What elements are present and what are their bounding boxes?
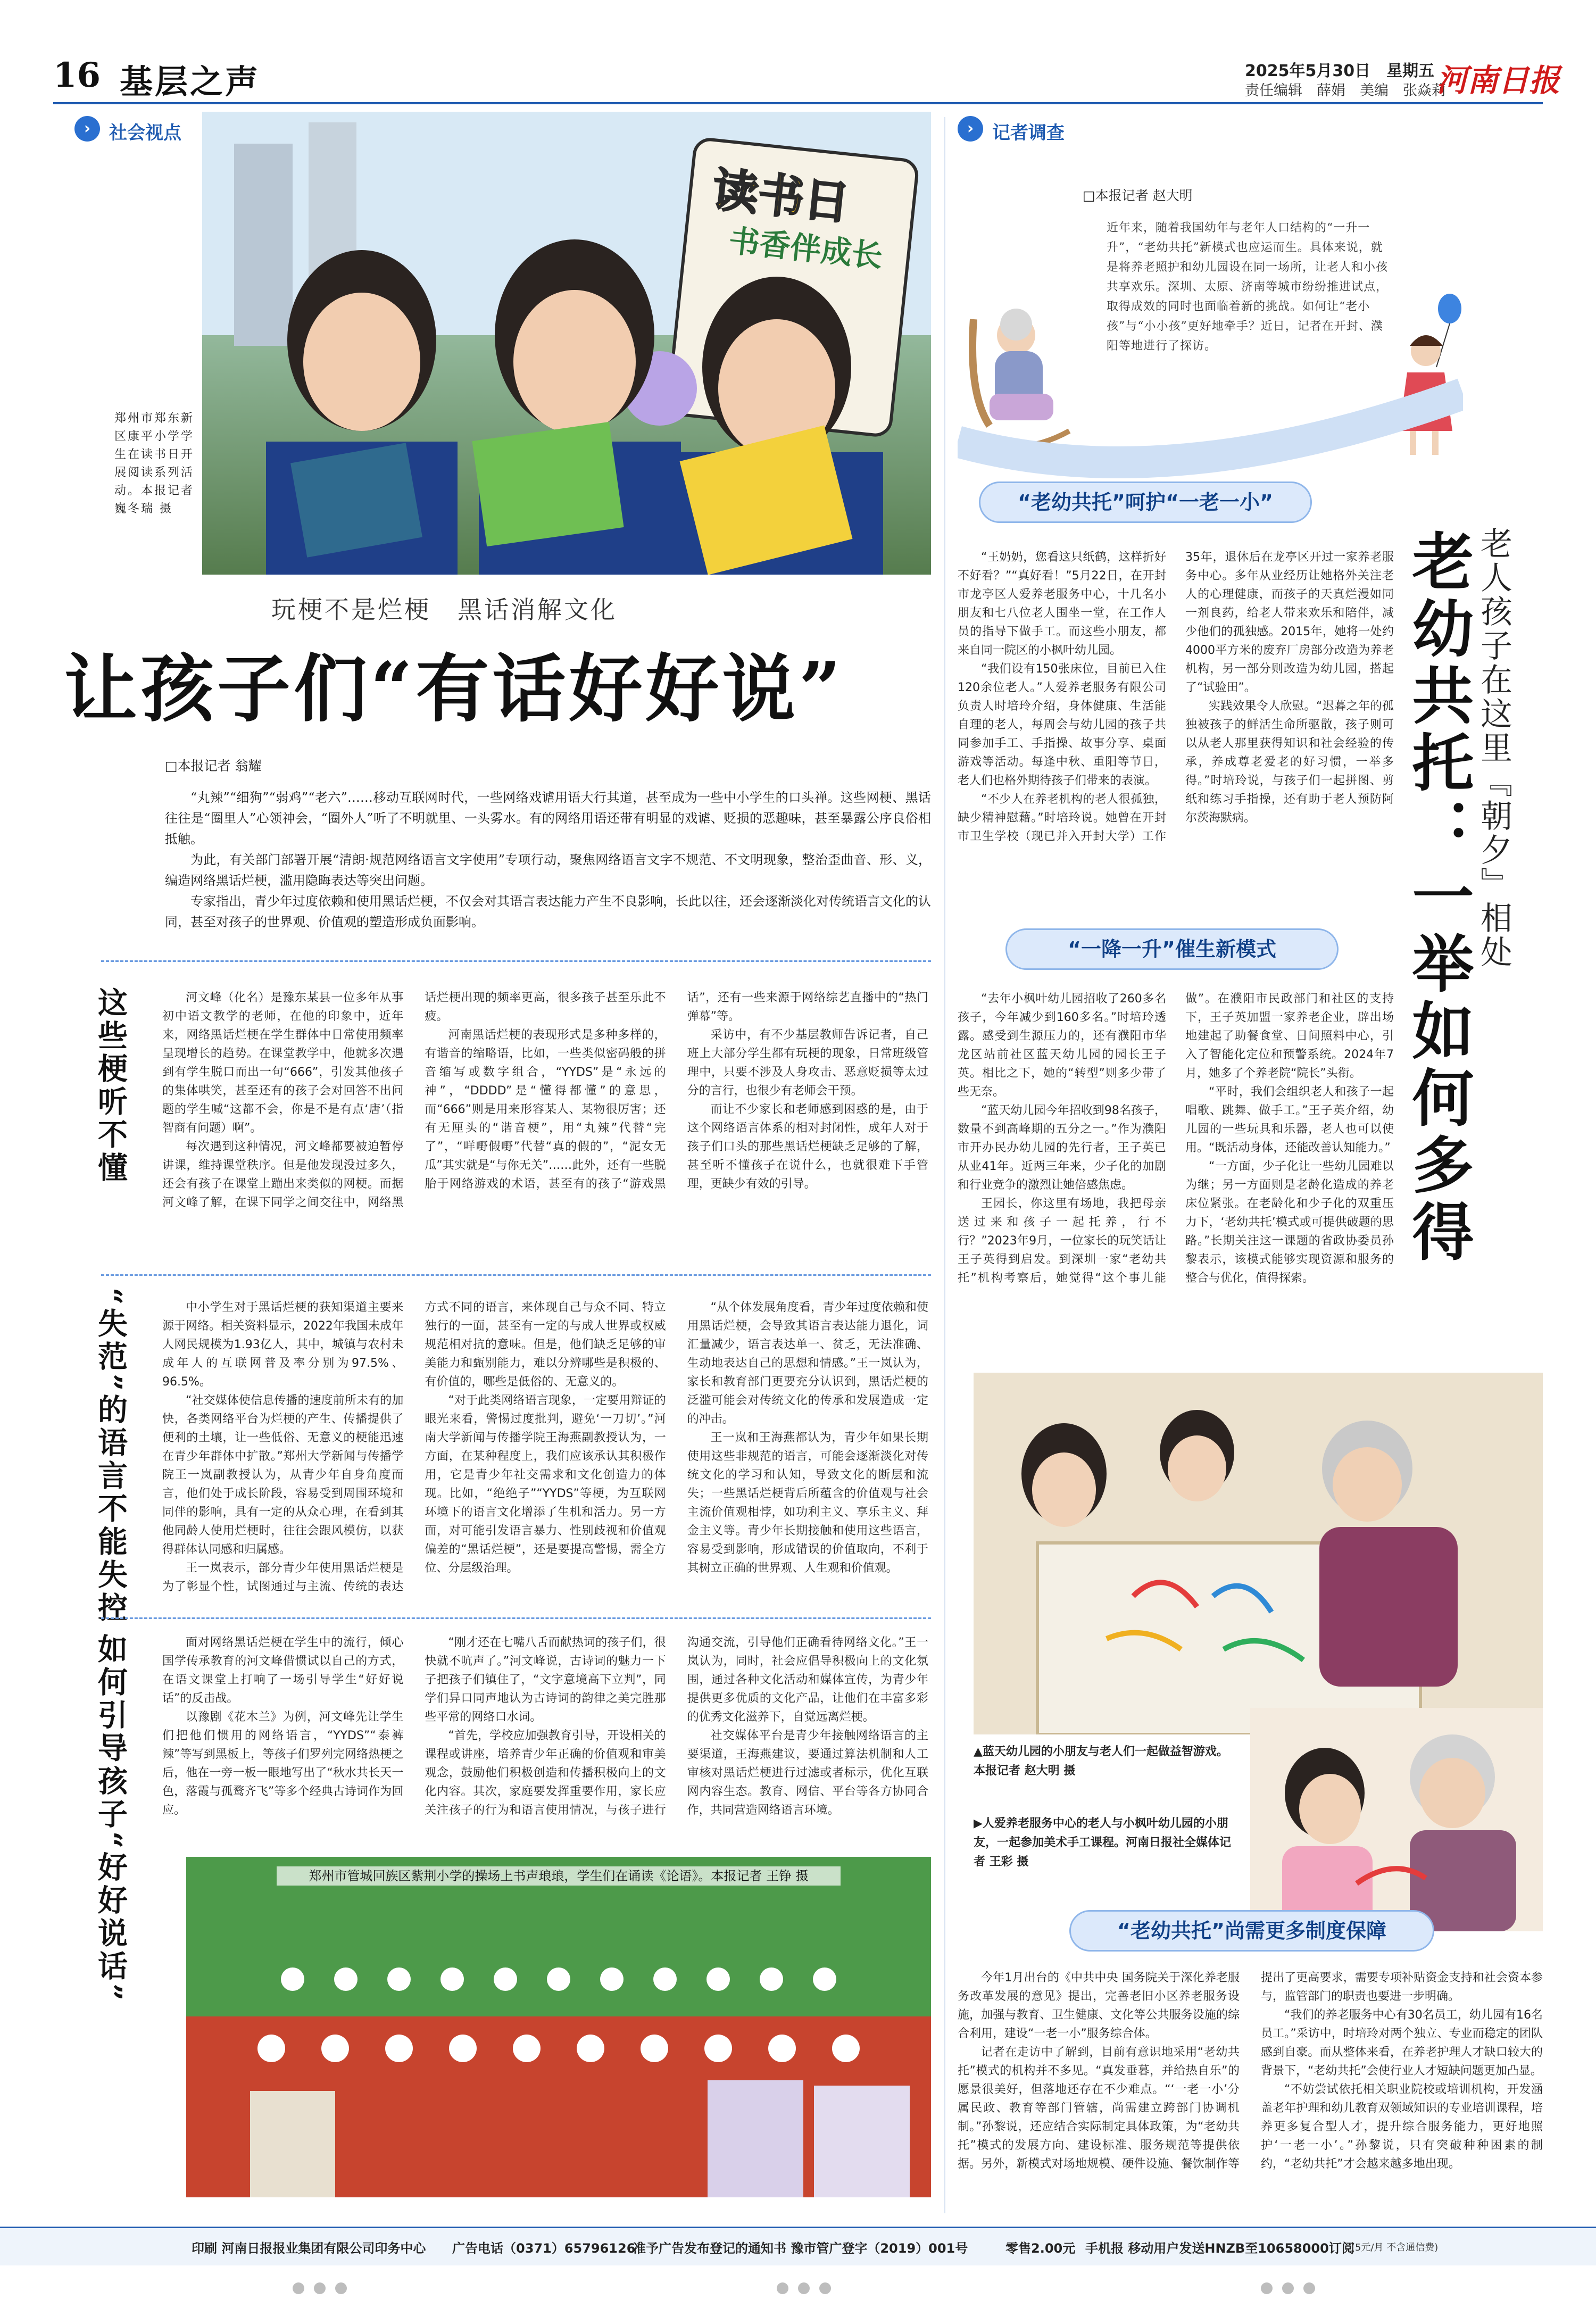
dot: [293, 2282, 304, 2294]
intro-swoosh: [958, 362, 1463, 484]
dot: [819, 2282, 831, 2294]
section-divider: [101, 960, 931, 962]
section-2-body: [162, 1298, 928, 1607]
paragraph: 记者在走访中了解到，目前有意识地采用“老幼共托”模式的机构并不多见。“真发垂暮，并给热自乐”的愿景很美好，但落地还存在不少难点。“‘一老一小’分属民政、教育等部门管辖，尚需建立跨部门协调机制。”孙黎说，还应结合实际制定具体政策，为“老幼共托”模式的发展方向、建设标准、服务规范等提供依据。另外，新模式对场地规模、硬件设施、餐饮制作等提出了更高要求，需要专项补贴资金支持和社会资本参与，监管部门的职责也要进一步明确。: [958, 1971, 1543, 2171]
paragraph: 王一岚和王海燕都认为，青少年如果长期使用这些非规范的语言，可能会逐渐淡化对传统文化的学习和认知，导致文化的断层和流失；一些黑话烂梗背后所蕴含的价值观与社会主流价值观相悖，如功利主义、享乐主义、拜金主义等。青少年长期接触和使用这些语言，容易受到影响，形成错误的价值取向，不利于其树立正确的世界观、人生观和价值观。: [687, 1431, 928, 1575]
section-label-out-of-control: “失范”的语言不能失控: [93, 1288, 128, 1625]
article-byline: □本报记者 翁耀: [165, 758, 262, 774]
elderly-children-photo-1: [974, 1373, 1543, 1734]
paragraph: “首先，学校应加强教育引导，开设相关的课程或讲座，培养青少年正确的价值观和审美观念，鼓励他们积极创造和传播积极向上的文化内容。其次，家庭要发挥重要作用，家长应关注孩子的行为和语言使用情况，与孩子进行沟通交流，引导他们正确看待网络文化。”王一岚认为，同时，社会应倡导积极向上的文化氛围，通过各种文化活动和媒体宣传，为青少年提供更多优质的文化产品，让他们在丰富多彩的优秀文化滋养下，自觉远离烂梗。: [425, 1636, 928, 1817]
dot: [798, 2282, 810, 2294]
dot: [314, 2282, 326, 2294]
paragraph: 王一岚表示，部分青少年使用黑话烂梗是为了彰显个性，试图通过与主流、传统的表达方式不同的语言，来体现自己与众不同、特立独行的一面，甚至有一定的与成人世界或权威规范相对抗的意味。但是，他们缺乏足够的审美能力和甄别能力，难以分辨哪些是积极的、有价值的，哪些是低俗的、无意义的。: [162, 1301, 666, 1593]
article-lead: [165, 787, 931, 933]
paragraph: 每次遇到这种情况，河文峰都要被迫暂停讲课，维持课堂秩序。但是他发现没过多久，还会有孩子在课堂上蹦出来类似的网梗。而据河文峰了解，在课下同学之间交往中，网络黑话烂梗出现的频率更高，很多孩子甚至乐此不疲。: [162, 991, 666, 1209]
page-header: [0, 0, 1596, 106]
pagination-dots: [0, 2277, 1596, 2298]
footer-printer: 印刷 河南日报报业集团有限公司印务中心: [192, 2241, 426, 2256]
paragraph: 河南黑话烂梗的表现形式是多种多样的，有谐音的缩略语，比如，一些类似密码般的拼音缩写或数字组合，“YYDS”是“永远的神”，“DDDD”是“懂得都懂”的意思，而“666”则是用来形容某人、某物很厉害；还有无厘头的“谐音梗”，用“丸辣”代替“完了”，“咩嘢假嘢”代替“真的假的”，“泥女无瓜”其实就是“与你无关”……此外，还有一些脱胎于网络游戏的术语，甚至有的孩子“游戏黑话”，还有一些来源于网络综艺直播中的“热门弹幕”等。: [425, 991, 928, 1191]
footer-bar: [0, 2227, 1596, 2265]
paragraph: 中小学生对于黑话烂梗的获知渠道主要来源于网络。相关资料显示，2022年我国未成年人网民规模为1.93亿人，其中，城镇与农村未成年人的互联网普及率分别为97.5%、96.5%。: [162, 1301, 404, 1389]
chevron-right-icon: ›: [958, 116, 983, 142]
footer-sms-note: (5元/月 不含通信费): [1351, 2242, 1439, 2253]
right-section-1-body: [958, 548, 1394, 931]
dot: [335, 2282, 347, 2294]
right-section-3-body: [958, 1969, 1543, 2213]
paragraph: 王园长，你这里有场地，我把母亲送过来和孩子一起托养，行不行？”2023年9月，一位家长的玩笑话让王子英得到启发。到深圳一家“老幼共托”机构考察后，她觉得“这个事儿能做”。在濮阳市民政部门和社区的支持下，王子英加盟一家养老企业，辟出场地建起了助餐食堂、日间照料中心，引入了智能化定位和预警系统。2024年7月，她多了个养老院“院长”头衔。: [958, 992, 1394, 1285]
editors: 责任编辑 薛娟 美编 张焱莉: [1245, 82, 1446, 99]
paragraph: “王奶奶，您看这只纸鹤，这样折好不好看？”“真好看！”5月22日，在开封市龙亭区人爱养老服务中心，十几名小朋友和七八位老人围坐一堂，在工作人员的指导下做手工。而这些小朋友，都来自同一院区的小枫叶幼儿园。: [958, 551, 1166, 657]
article-subtitle: 玩梗不是烂梗 黑话消解文化: [271, 595, 617, 624]
lead-paragraph: 为此，有关部门部署开展“清朗·规范网络语言文字使用”专项行动，聚焦网络语言文字不规范、不文明现象，整治歪曲音、形、义，编造网络黑话烂梗，滥用隐晦表达等突出问题。: [165, 852, 931, 888]
photo-caption-right-2: ▶人爱养老服务中心的老人与小枫叶幼儿园的小朋友，一起参加美术手工课程。河南日报社全媒体记者 王彩 摄: [974, 1817, 1232, 1869]
column-separator: [944, 117, 945, 2213]
paragraph: “对于此类网络语言现象，一定要用辩证的眼光来看，警惕过度批判，避免‘一刀切’。”河南大学新闻与传播学院王海燕副教授认为，一方面，在某种程度上，我们应该承认其积极作用，它是青少年社交需求和文化创造力的体现。比如，“绝绝子”“YYDS”等梗，为互联网环境下的语言文化增添了生机和活力。另一方面，对可能引发语言暴力、性别歧视和价值观偏差的“黑话烂梗”，还是要提高警惕，需全方位、分层级治理。: [425, 1394, 666, 1575]
footer-price: 零售2.00元: [1005, 2241, 1076, 2256]
chevron-right-icon: ›: [74, 116, 100, 142]
elderly-children-photo-2: [1250, 1708, 1543, 1931]
page-number: 16: [53, 55, 101, 95]
photo-illustration: [186, 1857, 931, 2197]
section-divider: [101, 1274, 931, 1276]
tag-social: 社会视点: [109, 122, 181, 144]
section-pill: “老幼共托”呵护“一老一小”: [979, 481, 1312, 523]
dot: [1282, 2282, 1294, 2294]
paragraph: “从个体发展角度看，青少年过度依赖和使用黑话烂梗，会导致其语言表达能力退化，词汇量减少，语言表达单一、贫乏，无法准确、生动地表达自己的思想和情感。”王一岚认为，家长和教育部门更要充分认识到，黑话烂梗的泛滥可能会对传统文化的传承和发展造成一定的冲击。: [687, 1301, 928, 1426]
header-rule: [53, 102, 1543, 104]
photo-illustration: [974, 1373, 1543, 1734]
article-title: 让孩子们“有话好好说”: [64, 645, 844, 732]
footer-sms: 手机报 移动用户发送HNZB至10658000订阅: [1085, 2241, 1354, 2256]
paragraph: “一方面，少子化让一些幼儿园难以为继；另一方面则是老龄化造成的养老床位紧张。在老龄化和少子化的双重压力下，‘老幼共托’模式或可提供破题的思路。”长期关注这一课题的省政协委员孙黎表示，该模式能够实现资源和服务的整合与优化，值得探索。: [1185, 1160, 1394, 1285]
paragraph: 采访中，有不少基层教师告诉记者，自己班上大部分学生都有玩梗的现象，日常班级管理中，只要不涉及人身攻击、恶意贬损等太过分的言行，也很少有老师会干预。: [687, 1028, 928, 1098]
issue-date: 2025年5月30日 星期五: [1245, 62, 1435, 80]
section-title: 基层之声: [120, 62, 261, 101]
paragraph: 社交媒体平台是青少年接触网络语言的主要渠道，王海燕建议，要通过算法机制和人工审核对黑话烂梗进行过滤或者标示，优化互联网内容生态。教育、网信、平台等各方协同合作，共同营造网络语言环境。: [687, 1729, 928, 1817]
masthead: 河南日报: [1436, 62, 1560, 98]
right-kicker: 老人孩子在这里『朝夕』相处: [1475, 527, 1512, 969]
paragraph: “我们设有150张床位，目前已入住120余位老人。”人爱养老服务有限公司负责人时培玲介绍，身体健康、生活能自理的老人，每周会与幼儿园的孩子共同参加手工、手指操、故事分享、桌面游戏等活动。每逢中秋、重阳等节日，老人们也格外期待孩子们带来的表演。: [958, 662, 1166, 787]
paragraph: “我们的养老服务中心有30名员工，幼儿园有16名员工。”采访中，时培玲对两个独立、专业而稳定的团队感到自豪。而从整体来看，在养老护理人才缺口较大的背景下，“老幼共托”会使行业人才短缺问题更加凸显。: [1261, 2008, 1543, 2078]
dot: [777, 2282, 788, 2294]
photo-sign-growth: 书香伴成长: [727, 222, 885, 275]
lead-paragraph: “丸辣”“细狗”“弱鸡”“老六”……移动互联网时代，一些网络戏谑用语大行其道，甚至成为一些中小学生的口头禅。这些网梗、黑话往往是“圈里人”心领神会，“圈外人”听了不明就里、一头雾水。有的网络用语还带有明显的戏谑、贬损的恶趣味，甚至暴露公序良俗相抵触。: [165, 790, 931, 846]
paragraph: “平时，我们会组织老人和孩子一起唱歌、跳舞、做手工。”王子英介绍，幼儿园的一些玩具和乐器，老人也可以使用。“既活动身体，还能改善认知能力。”: [1185, 1085, 1394, 1155]
right-intro: 近年来，随着我国幼年与老年人口结构的“一升一升”，“老幼共托”新模式也应运而生。具体来说，就是将养老照护和幼儿园设在同一场所，让老人和小孩共享欢乐。深圳、太原、济南等城市纷纷推进试点，取得成效的同时也面临着新的挑战。如何让“老小孩”与“小小孩”更好地牵手？近日，记者在开封、濮阳等地进行了探访。: [1107, 221, 1389, 353]
right-section-2-body: [958, 990, 1394, 1362]
paragraph: “去年小枫叶幼儿园招收了260多名孩子，今年减少到160多名。”时培玲透露。感受到生源压力的，还有濮阳市华龙区站前社区蓝天幼儿园的园长王子英。相比之下，她的“转型”则多少带了些无奈。: [958, 992, 1166, 1099]
section-3-body: [162, 1633, 928, 1846]
dot: [1261, 2282, 1273, 2294]
paragraph: 今年1月出台的《中共中央 国务院关于深化养老服务改革发展的意见》提出，完善老旧小区养老服务设施，加强与教育、卫生健康、文化等公共服务设施的综合利用，建设“一老一小”服务综合体。: [958, 1971, 1240, 2040]
paragraph: “不妨尝试依托相关职业院校或培训机构，开发涵盖老年护理和幼儿教育双领域知识的专业培训课程，培养更多复合型人才，提升综合服务能力，更好地照护‘一老一小’。”孙黎说，只有突破种种困素的制约，“老幼共托”才会越来越多地出现。: [1261, 2083, 1543, 2171]
section-1-body: [162, 989, 928, 1265]
paragraph: “不少人在养老机构的老人很孤独，缺少精神慰藉。”时培玲说。她曾在开封市卫生学校（现已并入开封大学）工作35年，退休后在龙亭区开过一家养老服务中心。多年从业经历让她格外关注老人的心理健康，而孩子的天真烂漫如同一剂良药，给老人带来欢乐和陪伴，减少他们的孤独感。2015年，她将一处约4000平方米的废弃厂房部分改造为养老机构，另一部分则改造为幼儿园，搭起了“试验田”。: [958, 551, 1394, 843]
lead-paragraph: 专家指出，青少年过度依赖和使用黑话烂梗，不仅会对其语言表达能力产生不良影响，长此以往，还会逐渐淡化对传统语言文化的认同，甚至对孩子的世界观、价值观的塑造形成负面影响。: [165, 894, 931, 929]
school-recital-photo: [186, 1857, 931, 2197]
section-label-unfamiliar: 这些梗听不懂: [93, 987, 128, 1185]
section-label-guide: 如何引导孩子“好好说话”: [93, 1633, 128, 2004]
section-pill: “一降一升”催生新模式: [1005, 928, 1339, 970]
dot: [1303, 2282, 1315, 2294]
photo-caption-recital: 郑州市管城回族区紫荆小学的操场上书声琅琅，学生们在诵读《论语》。本报记者 王铮 摄: [277, 1866, 841, 1886]
paragraph: 河文峰（化名）是豫东某县一位多年从事初中语文教学的老师，在他的印象中，近年来，网络黑话烂梗在学生群体中日常使用频率呈现增长的趋势。在课堂教学中，他就多次遇到有学生脱口而出一句“666”，引发其他孩子的集体哄笑，甚至还有的孩子会对回答不出问题的学生喊“这都不会，你是不是有点‘唐’（指智商有问题）啊”。: [162, 991, 404, 1135]
paragraph: 面对网络黑话烂梗在学生中的流行，倾心国学传承教育的河文峰借惯试以自己的方式，在语文课堂上打响了一场引导学生“好好说话”的反击战。: [162, 1636, 404, 1705]
photo-caption-reading: 郑州市郑东新区康平小学学生在读书日开展阅读系列活动。本报记者 巍冬瑞 摄: [114, 412, 195, 516]
footer-ad-phone: 广告电话（0371）65796126: [452, 2241, 636, 2256]
paragraph: “刚才还在七嘴八舌而献热词的孩子们，很快就不吭声了。”河文峰说，古诗词的魅力一下子把孩子们镇住了，“文字意境高下立判”，同学们异口同声地认为古诗词的韵律之美完胜那些平常的网络口水词。: [425, 1636, 666, 1724]
paragraph: “蓝天幼儿园今年招收到98名孩子，数量不到高峰期的五分之一。”作为濮阳市开办民办幼儿园的先行者，王子英已从业41年。近两三年来，少子化的加剧和行业竞争的激烈让她倍感焦虑。: [958, 1104, 1166, 1192]
photo-sign-reading-day: 读书日: [710, 162, 852, 231]
photo-caption-right-1: ▲蓝天幼儿园的小朋友与老人们一起做益智游戏。 本报记者 赵大明 摄: [974, 1745, 1234, 1778]
tag-investigation: 记者调查: [992, 122, 1065, 144]
section-pill: “老幼共托”尚需更多制度保障: [1069, 1910, 1434, 1952]
paragraph: 而让不少家长和老师感到困惑的是，由于这个网络语言体系的相对封闭性，成年人对于孩子们口头的那些黑话烂梗缺乏足够的了解，甚至听不懂孩子在说什么，也就很难下手管理，更缺少有效的引导。: [687, 1103, 928, 1191]
paragraph: 以豫剧《花木兰》为例，河文峰先让学生们把他们惯用的网络语言，“YYDS”“泰裤辣”等写到黑板上，等孩子们罗列完网络热梗之后，他在一旁一板一眼地写出了“秋水共长天一色，落霞与孤鹜齐飞”等多个经典古诗词作为回应。: [162, 1711, 404, 1817]
paragraph: “社交媒体使信息传播的速度前所未有的加快，各类网络平台为烂梗的产生、传播提供了便利的土壤，让一些低俗、无意义的梗能迅速在青少年群体中扩散。”郑州大学新闻与传播学院王一岚副教授认为，从青少年自身角度而言，他们处于成长阶段，容易受到周围环境和同伴的影响，具有一定的从众心理，在看到其他同龄人使用烂梗时，往往会跟风模仿，以获得群体认同感和归属感。: [162, 1394, 404, 1556]
right-byline: □本报记者 赵大明: [1083, 188, 1193, 203]
section-divider: [101, 1617, 931, 1619]
photo-illustration: [1250, 1708, 1543, 1931]
paragraph: 实践效果令人欣慰。“迟暮之年的孤独被孩子的鲜活生命所驱散，孩子则可以从老人那里获得知识和社会经验的传承，养成尊老爱老的好习惯，一举多得。”时培玲说，与孩子们一起拼图、剪纸和练习手指操，还有助于老人预防阿尔茨海默病。: [1185, 700, 1394, 825]
reading-day-photo: [202, 112, 931, 575]
right-headline: 老幼共托：一举如何多得: [1402, 529, 1474, 1267]
footer-ad-license: 准予广告发布登记的通知书 豫市管广登字（2019）001号: [633, 2241, 968, 2256]
